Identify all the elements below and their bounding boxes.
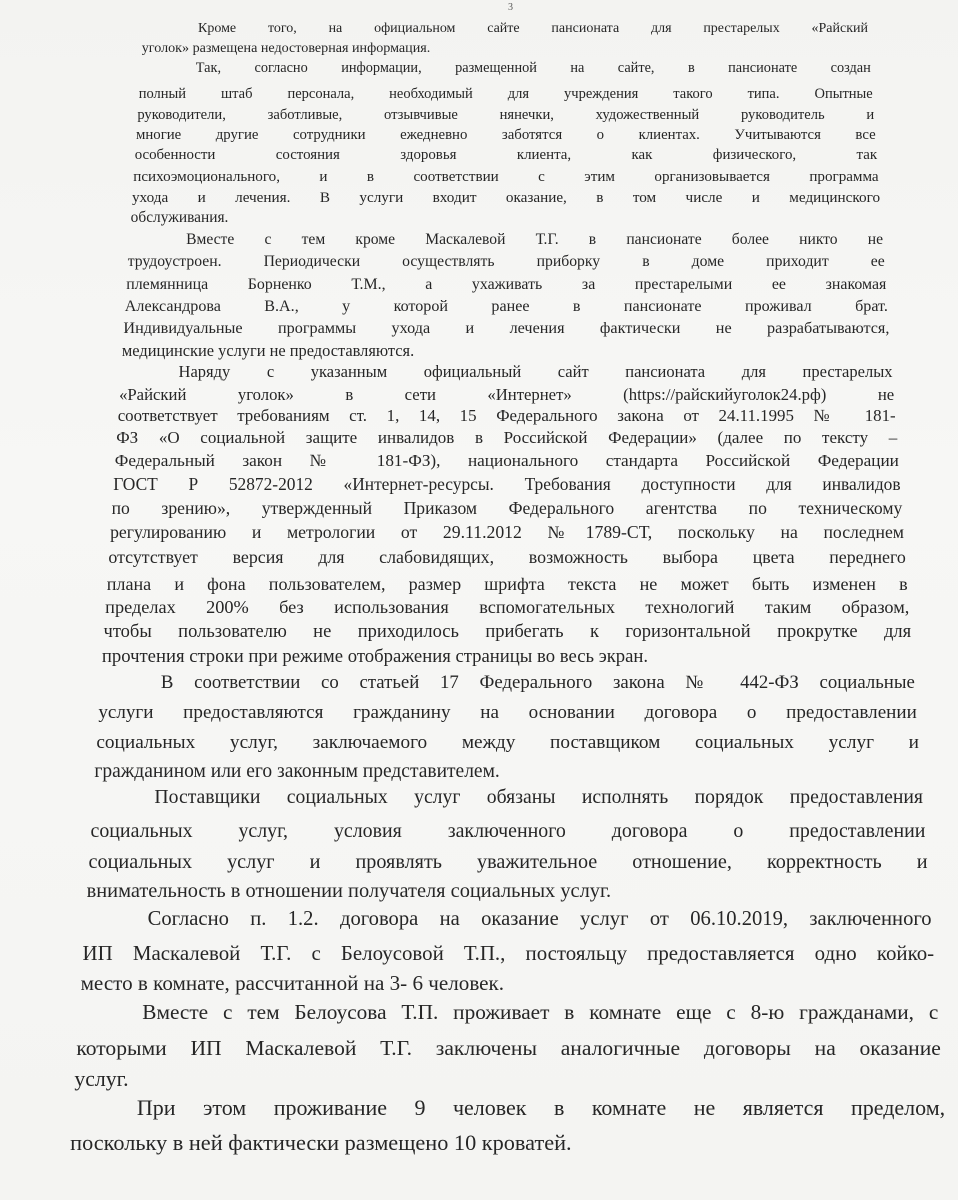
text-line: внимательность в отношении получателя социальных услуг.: [86, 879, 612, 902]
text-line: услуг.: [74, 1066, 129, 1091]
text-line: поскольку в ней фактически размещено 10 кроватей.: [70, 1130, 572, 1156]
text-line: медицинские услуги не предоставляются.: [121, 340, 415, 360]
text-line: особенности состояния здоровья клиента, как физического, так: [134, 147, 878, 164]
text-line: гражданином или его законным представителем.: [94, 761, 500, 783]
text-line: Согласно п. 1.2. договора на оказание услуг от 06.10.2019, заключенного: [147, 907, 932, 930]
text-line: регулированию и метрологии от 29.11.2012 №1789-СТ, поскольку на последнем: [110, 521, 905, 542]
text-line: отсутствует версия для слабовидящих, возможность выбора цвета переднего: [108, 546, 906, 567]
text-line: чтобы пользователю не приходилось прибегать к горизонтальной прокрутке для: [103, 622, 912, 643]
text-line: по зрению», утвержденный Приказом Федерального агентства по техническому: [111, 497, 903, 518]
text-line: ФЗ «О социальной защите инвалидов в Российской Федерации» (далее по тексту –: [116, 428, 898, 448]
text-line: Вместе с тем кроме Маскалевой Т.Г. в пансионате более никто не: [186, 230, 884, 248]
page-number: 3: [508, 2, 513, 13]
text-line: Вместе с тем Белоусова Т.П. проживает в комнате еще с 8-ю гражданами, с: [142, 999, 939, 1024]
text-line: ухода и лечения. В услуги входит оказание, в том числе и медицинского: [131, 188, 881, 206]
text-line: которыми ИП Маскалевой Т.Г. заключены аналогичные договоры на оказание: [76, 1035, 941, 1060]
text-line: пределах 200% без использования вспомогательных технологий таким образом,: [105, 597, 910, 618]
text-line: прочтения строки при режиме отображения страницы во весь экран.: [101, 646, 649, 668]
text-line: При этом проживание 9 человек в комнате не является пределом,: [136, 1095, 946, 1121]
text-line: обслуживания.: [130, 208, 229, 226]
text-line: ГОСТ Р 52872-2012 «Интернет-ресурсы. Требования доступности для инвалидов: [113, 474, 901, 495]
text-line: Наряду с указанным официальный сайт пансионата для престарелых: [178, 361, 893, 381]
text-line: племянница Борненко Т.М., а ухаживать за престарелыми ее знакомая: [126, 276, 887, 294]
text-line: соответствует требованиям ст. 1, 14, 15 Федерального закона от 24.11.1995 № 181-: [117, 405, 896, 425]
text-line: многие другие сотрудники ежедневно заботятся о клиентах. Учитываются все: [136, 127, 876, 144]
text-line: социальных услуг, условия заключенного договора о предоставлении: [90, 820, 926, 843]
text-line: Так, согласно информации, размещенной на сайте, в пансионате создан: [195, 59, 871, 76]
text-line: Кроме того, на официальном сайте пансионата для престарелых «Райский: [198, 20, 868, 36]
text-line: Федеральный закон № 181-ФЗ), национального стандарта Российской Федерации: [114, 451, 899, 471]
text-line: ИП Маскалевой Т.Г. с Белоусовой Т.П., постояльцу предоставляется одно койко-: [82, 941, 935, 966]
text-line: руководители, заботливые, отзывчивые нянечки, художественный руководитель и: [137, 107, 875, 124]
text-line: полный штаб персонала, необходимый для учреждения такого типа. Опытные: [138, 86, 873, 103]
text-line: В соответствии со статьей 17 Федерального закона № 442-ФЗ социальные: [160, 671, 915, 693]
text-line: психоэмоционального, и в соответствии с этим организовывается программа: [133, 168, 879, 185]
text-line: Поставщики социальных услуг обязаны исполнять порядок предоставления: [154, 786, 923, 809]
text-line: трудоустроен. Периодически осуществлять приборку в доме приходит ее: [127, 253, 885, 271]
text-line: уголок» размещена недостоверная информация.: [141, 39, 431, 56]
text-line: социальных услуг и проявлять уважительное отношение, корректность и: [88, 850, 928, 873]
text-line: плана и фона пользователем, размер шрифта текста не может быть изменен в: [106, 573, 908, 594]
text-line: Индивидуальные программы ухода и лечения фактически не разрабатываются,: [123, 319, 890, 338]
text-line: социальных услуг, заключаемого между поставщиком социальных услуг и: [96, 731, 919, 753]
text-line: Александрова В.А., у которой ранее в пансионате проживал брат.: [124, 298, 888, 316]
text-line: место в комнате, рассчитанной на 3- 6 человек.: [80, 971, 505, 996]
text-line: «Райский уголок» в сети «Интернет» (https://райскийуголок24.рф) не: [119, 384, 895, 404]
text-line: услуги предоставляются гражданину на основании договора о предоставлении: [98, 701, 917, 723]
